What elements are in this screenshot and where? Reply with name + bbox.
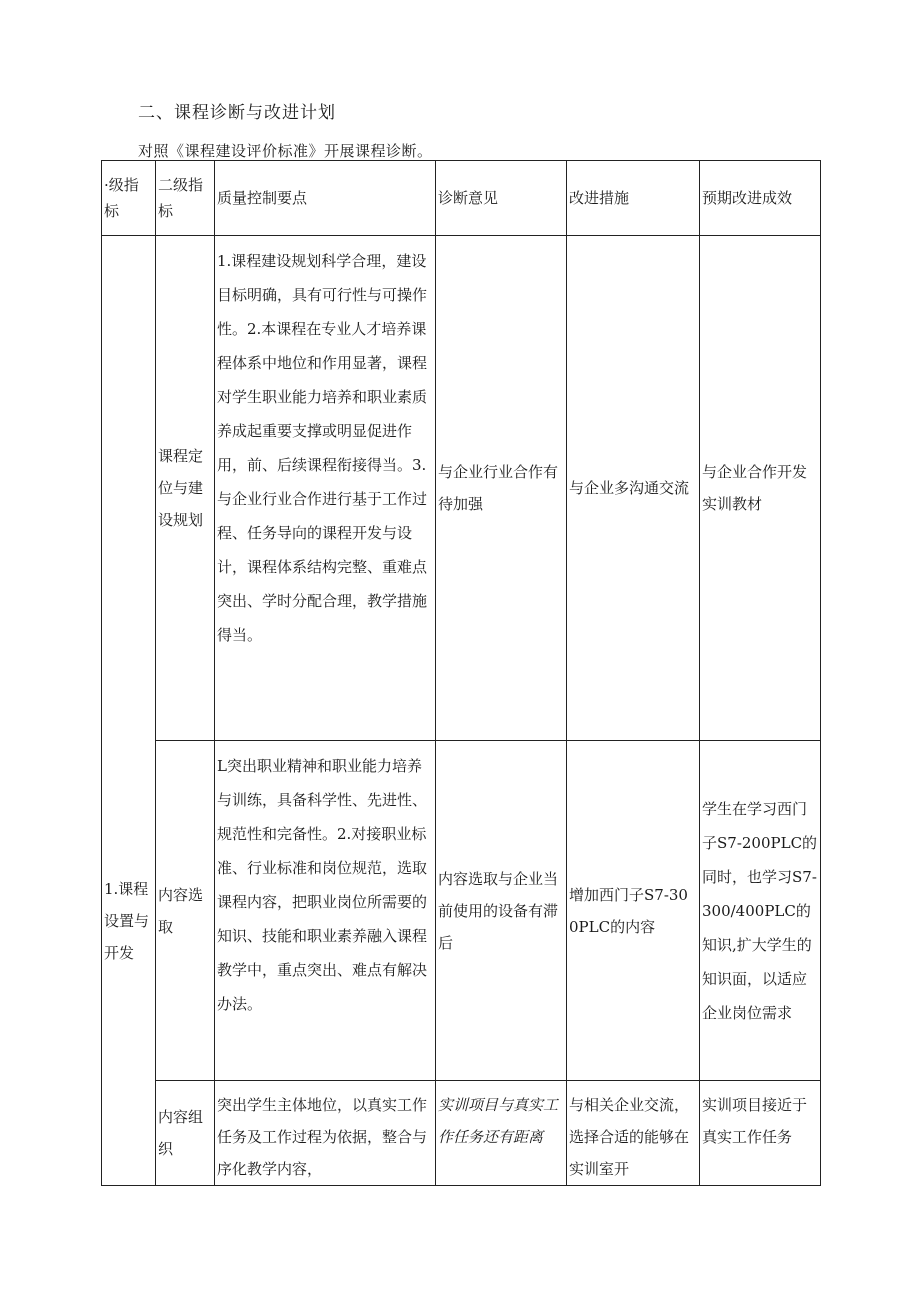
- row3-measures: 与相关企业交流，选择合适的能够在实训室开: [567, 1081, 700, 1186]
- row1-effect: 与企业合作开发实训教材: [700, 236, 821, 741]
- header-diagnosis: 诊断意见: [436, 161, 567, 236]
- table-header-row: [102, 161, 821, 236]
- header-level2: 二级指标: [156, 161, 215, 236]
- row1-measures: 与企业多沟通交流: [567, 236, 700, 741]
- diagnosis-table: [101, 160, 821, 1186]
- row3-diagnosis: 实训项目与真实工作任务还有距离: [436, 1081, 567, 1186]
- row1-diagnosis: 与企业行业合作有待加强: [436, 236, 567, 741]
- header-level1: ·级指标: [102, 161, 156, 236]
- row2-effect: 学生在学习西门子S7-200PLC的同时，也学习S7-300/400PLC的知识,扩大学生的知识面，以适应企业岗位需求: [700, 741, 821, 1081]
- row2-diagnosis: 内容选取与企业当前使用的设备有滞后: [436, 741, 567, 1081]
- header-effect: 预期改进成效: [700, 161, 821, 236]
- table-row: [102, 741, 821, 1081]
- row1-level2: 课程定位与建设规划: [156, 236, 215, 741]
- intro-text: 对照《课程建设评价标准》开展课程诊断。: [138, 142, 433, 160]
- row3-level2: 内容组织: [156, 1081, 215, 1186]
- table-row: [102, 236, 821, 741]
- table-row: [102, 1081, 821, 1186]
- row1-quality: 1.课程建设规划科学合理，建设目标明确，具有可行性与可操作性。2.本课程在专业人才培养课程体系中地位和作用显著，课程对学生职业能力培养和职业素质养成起重要支撑或明显促进作用，前、后续课程衔接得当。3.与企业行业合作进行基于工作过程、任务导向的课程开发与设计，课程体系结构完整、重难点突出、学时分配合理，教学措施得当。: [215, 236, 436, 741]
- row3-quality: 突出学生主体地位，以真实工作任务及工作过程为依据，整合与序化教学内容，: [215, 1081, 436, 1186]
- level1-category: 1.课程设置与开发: [102, 236, 156, 1186]
- section-heading: 二、课程诊断与改进计划: [138, 103, 336, 123]
- row2-measures: 增加西门子S7-300PLC的内容: [567, 741, 700, 1081]
- row2-quality: L突出职业精神和职业能力培养与训练，具备科学性、先进性、规范性和完备性。2.对接职业标准、行业标准和岗位规范，选取课程内容，把职业岗位所需要的知识、技能和职业素养融入课程教学中，重点突出、难点有解决办法。: [215, 741, 436, 1081]
- row3-effect: 实训项目接近于真实工作任务: [700, 1081, 821, 1186]
- row2-level2: 内容选取: [156, 741, 215, 1081]
- header-quality: 质量控制要点: [215, 161, 436, 236]
- header-measures: 改进措施: [567, 161, 700, 236]
